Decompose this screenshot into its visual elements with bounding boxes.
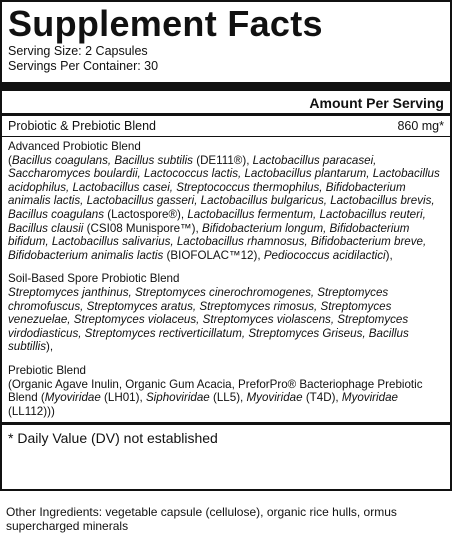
myoviridae-1: Myoviridae (44, 391, 101, 405)
soil-based-title: Soil-Based Spore Probiotic Blend (8, 272, 180, 286)
ll112: (LL112))) (8, 404, 55, 418)
t4d: (T4D), (305, 391, 339, 405)
spacer (8, 354, 444, 364)
advanced-probiotic-title: Advanced Probiotic Blend (8, 140, 141, 153)
advanced-line2: Lactobacillus paracasei, Saccharomyces boulardii, Lactococcus lactis, Lactobacillus plantarum, Lactobacillus acidophilus, Lactobacillus casei, Streptococcus thermophilus, Bifidobacterium animalis lactis, Lactobacillus gasseri, Lactobacillus bulgaricus, Lactobacillus brevis, Bacillus coagulans (8, 153, 440, 221)
serving-size: Serving Size: 2 Capsules (8, 44, 148, 58)
lh01: (LH01), (104, 391, 143, 405)
soil-based-section: Soil-Based Spore Probiotic Blend Streptomyces janthinus, Streptomyces cinerochromogenes, Streptomyces chromofuscus, Streptomyces aratus, Streptomyces rimosus, Streptomyces venezuelae, Streptomyces violaceus, Streptomyces violascens, Streptomyces virdodiasticus, Streptomyces rectiverticillatum, Streptomyces Griseus, Bacillus subtillis), (8, 272, 444, 354)
daily-value-note: * Daily Value (DV) not established (8, 430, 218, 447)
servings-per-container: Servings Per Container: 30 (8, 59, 159, 73)
amount-per-serving-header: Amount Per Serving (309, 95, 444, 111)
prebiotic-title: Prebiotic Blend (8, 363, 86, 377)
advanced-line3: Lactobacillus fermentum, Lactobacillus reuteri, Bacillus clausii (8, 207, 426, 235)
myoviridae-2: Myoviridae (246, 391, 303, 405)
advanced-end: ), (385, 248, 393, 262)
blend-row (8, 116, 444, 136)
spacer (8, 262, 444, 272)
prebiotic-text: (Organic Agave Inulin, Organic Gum Acacia, PreforPro® Bacteriophage Prebiotic Blend ( (8, 377, 423, 405)
lactospore-mark: (Lactospore®) (107, 207, 181, 221)
ll5: (LL5), (212, 391, 244, 405)
de111-mark: (DE111®) (196, 153, 247, 167)
myoviridae-3: Myoviridae (341, 391, 398, 405)
biofolac-mark: (BIOFOLAC™12) (166, 248, 258, 262)
csi08-mark: (CSI08 Munispore™) (86, 221, 196, 235)
thick-divider (2, 82, 450, 91)
panel-title: Supplement Facts (8, 3, 323, 44)
paren: ( (8, 153, 12, 167)
advanced-line1: Bacillus coagulans, Bacillus subtilis (11, 153, 193, 167)
other-ingredients: Other Ingredients: vegetable capsule (cellulose), organic rice hulls, ormus supercharged minerals (6, 505, 397, 533)
advanced-line4: Bifidobacterium longum, Bifidobacterium bifidum, Lactobacillus salivarius, Lactobacillus rhamnosus, Bifidobacterium breve, Bifidobacterium animalis lactis (8, 221, 427, 262)
siphoviridae: Siphoviridae (145, 391, 210, 405)
blend-name: Probiotic & Prebiotic Blend (8, 119, 156, 133)
blend-amount: 860 mg* (397, 119, 444, 133)
advanced-line5: Pediococcus acidilactici (263, 248, 386, 262)
advanced-probiotic-section: Advanced Probiotic Blend (Bacillus coagulans, Bacillus subtilis (DE111®), Lactobacillus paracasei, Saccharomyces boulardii, Lactococcus lactis, Lactobacillus plantarum, Lactobacillus acidophilus, Lactobacillus casei, Streptococcus thermophilus, Bifidobacterium animalis lactis, Lactobacillus gasseri, Lactobacillus bulgaricus, Lactobacillus brevis, Bacillus coagulans (Lactospore®), Lactobacillus fermentum, Lactobacillus reuteri, Bacillus clausii (CSI08 Munispore™), Bifidobacterium longum, Bifidobacterium bifidum, Lactobacillus salivarius, Lactobacillus rhamnosus, Bifidobacterium breve, Bifidobacterium animalis lactis (BIOFOLAC™12), Pediococcus acidilactici), (8, 137, 444, 262)
soil-based-text: Streptomyces janthinus, Streptomyces cinerochromogenes, Streptomyces chromofuscus, Streptomyces aratus, Streptomyces rimosus, Streptomyces venezuelae, Streptomyces violaceus, Streptomyces violascens, Streptomyces virdodiasticus, Streptomyces rectiverticillatum, Streptomyces Griseus, Bacillus subtillis (8, 285, 409, 354)
prebiotic-section (8, 364, 444, 418)
